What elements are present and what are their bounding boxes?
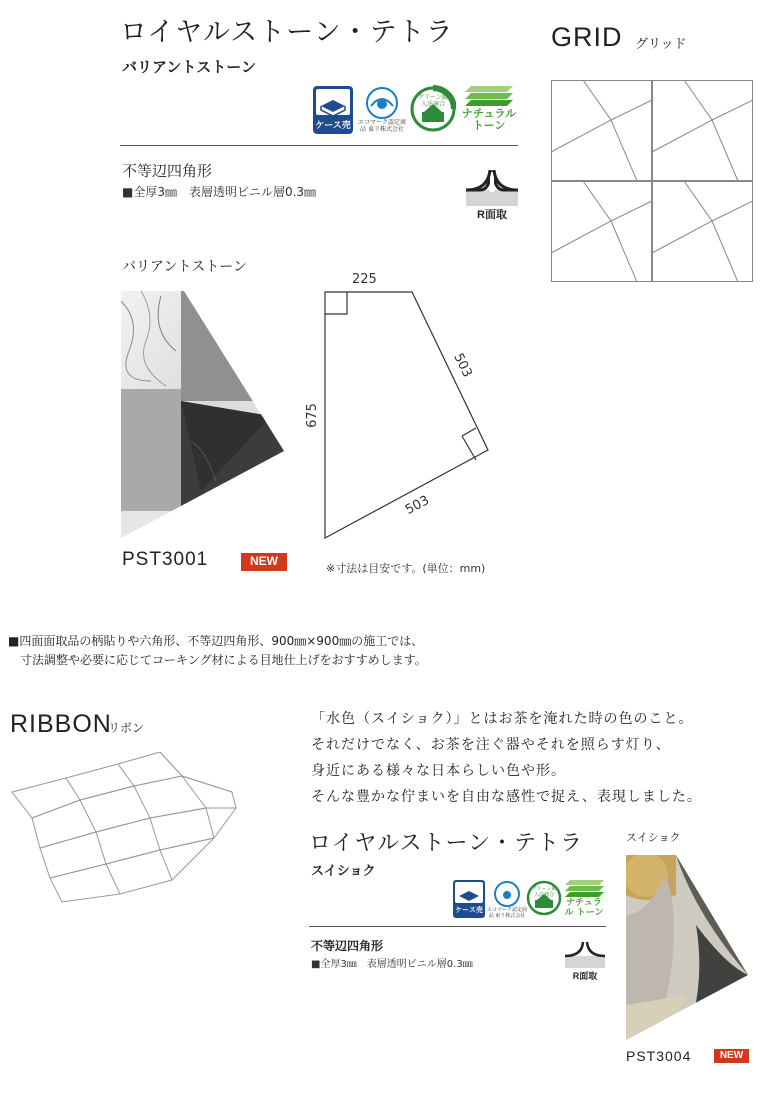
dim-bottom: 503 — [402, 493, 432, 518]
dim-left: 675 — [304, 403, 320, 428]
natural-tone-label: ナチュラル トーン — [461, 108, 517, 132]
shape-label: 不等辺四角形 — [122, 162, 213, 180]
r-chamfer-icon — [565, 940, 605, 982]
ribbon-subtitle: リボン — [108, 721, 145, 735]
case-sale-icon — [453, 880, 485, 918]
concept-line-3: 身近にある様々な日本らしい色や形。 — [311, 763, 566, 779]
natural-tone-icon — [562, 878, 606, 920]
green-purchase-label: グリーン購入法適合 — [418, 94, 448, 108]
case-sale-label: ケース売 — [315, 120, 351, 130]
dim-right: 503 — [450, 351, 475, 380]
ecomark-icon — [357, 86, 406, 134]
case-sale-icon — [313, 86, 353, 134]
tile-sample-pst3004 — [626, 855, 750, 1040]
r-chamfer-icon — [466, 168, 518, 222]
grid-subtitle: グリッド — [635, 37, 687, 52]
divider — [309, 926, 606, 927]
product2-shape-label: 不等辺四角形 — [311, 939, 384, 953]
tile-sample-pst3001 — [121, 291, 286, 538]
green-purchase-icon — [410, 84, 456, 134]
r-chamfer-label: R面取 — [572, 971, 598, 981]
product-subtitle: バリアントストーン — [122, 58, 256, 76]
ecomark-label: エコマーク認定商品 東リ株式会社 — [487, 907, 528, 919]
ecomark-icon — [487, 880, 528, 919]
divider — [120, 145, 518, 146]
natural-tone-icon — [461, 84, 517, 136]
ribbon-layout-diagram — [10, 752, 238, 904]
installation-note-2: 寸法調整や必要に応じてコーキング材による目地仕上げをおすすめします。 — [20, 653, 427, 667]
ecomark-label: エコマーク認定商品 東リ株式会社 — [357, 119, 406, 133]
product-code: PST3001 — [122, 549, 209, 570]
dimension-note: ※寸法は目安です。(単位：mm) — [326, 562, 486, 575]
product2-spec-text: ■全厚3㎜ 表層透明ビニル層0.3㎜ — [311, 959, 473, 970]
product2-title: ロイヤルストーン・テトラ — [309, 831, 584, 856]
r-chamfer-label: R面取 — [477, 209, 507, 221]
dim-top: 225 — [352, 272, 377, 287]
dimension-diagram — [300, 270, 500, 550]
concept-line-4: そんな豊かな佇まいを自由な感性で捉え、表現しました。 — [311, 789, 702, 805]
installation-note-1: ■四面面取品の柄貼りや六角形、不等辺四角形、900㎜×900㎜の施工では、 — [8, 634, 424, 648]
concept-line-1: 「水色（スイショク）」とはお茶を淹れた時の色のこと。 — [311, 711, 694, 727]
case-sale-label: ケース売 — [455, 906, 483, 914]
new-badge: NEW — [241, 553, 287, 571]
green-purchase-icon — [526, 878, 562, 918]
new-badge: NEW — [714, 1049, 749, 1063]
product2-sample-label: スイショク — [626, 831, 681, 844]
concept-line-2: それだけでなく、お茶を注ぐ器やそれを照らす灯り、 — [311, 737, 671, 753]
sample-label: バリアントストーン — [122, 259, 248, 275]
product-title: ロイヤルストーン・テトラ — [120, 17, 454, 48]
spec-text: ■全厚3㎜ 表層透明ビニル層0.3㎜ — [122, 185, 317, 199]
natural-tone-label: ナチュラル トーン — [564, 898, 604, 918]
product2-code: PST3004 — [626, 1048, 692, 1064]
product2-subtitle: スイショク — [311, 864, 376, 879]
ribbon-title: RIBBON — [10, 710, 112, 738]
green-purchase-label: グリーン購入法適合 — [531, 886, 557, 898]
grid-title: GRID — [551, 22, 623, 52]
grid-layout-diagram — [551, 80, 753, 282]
